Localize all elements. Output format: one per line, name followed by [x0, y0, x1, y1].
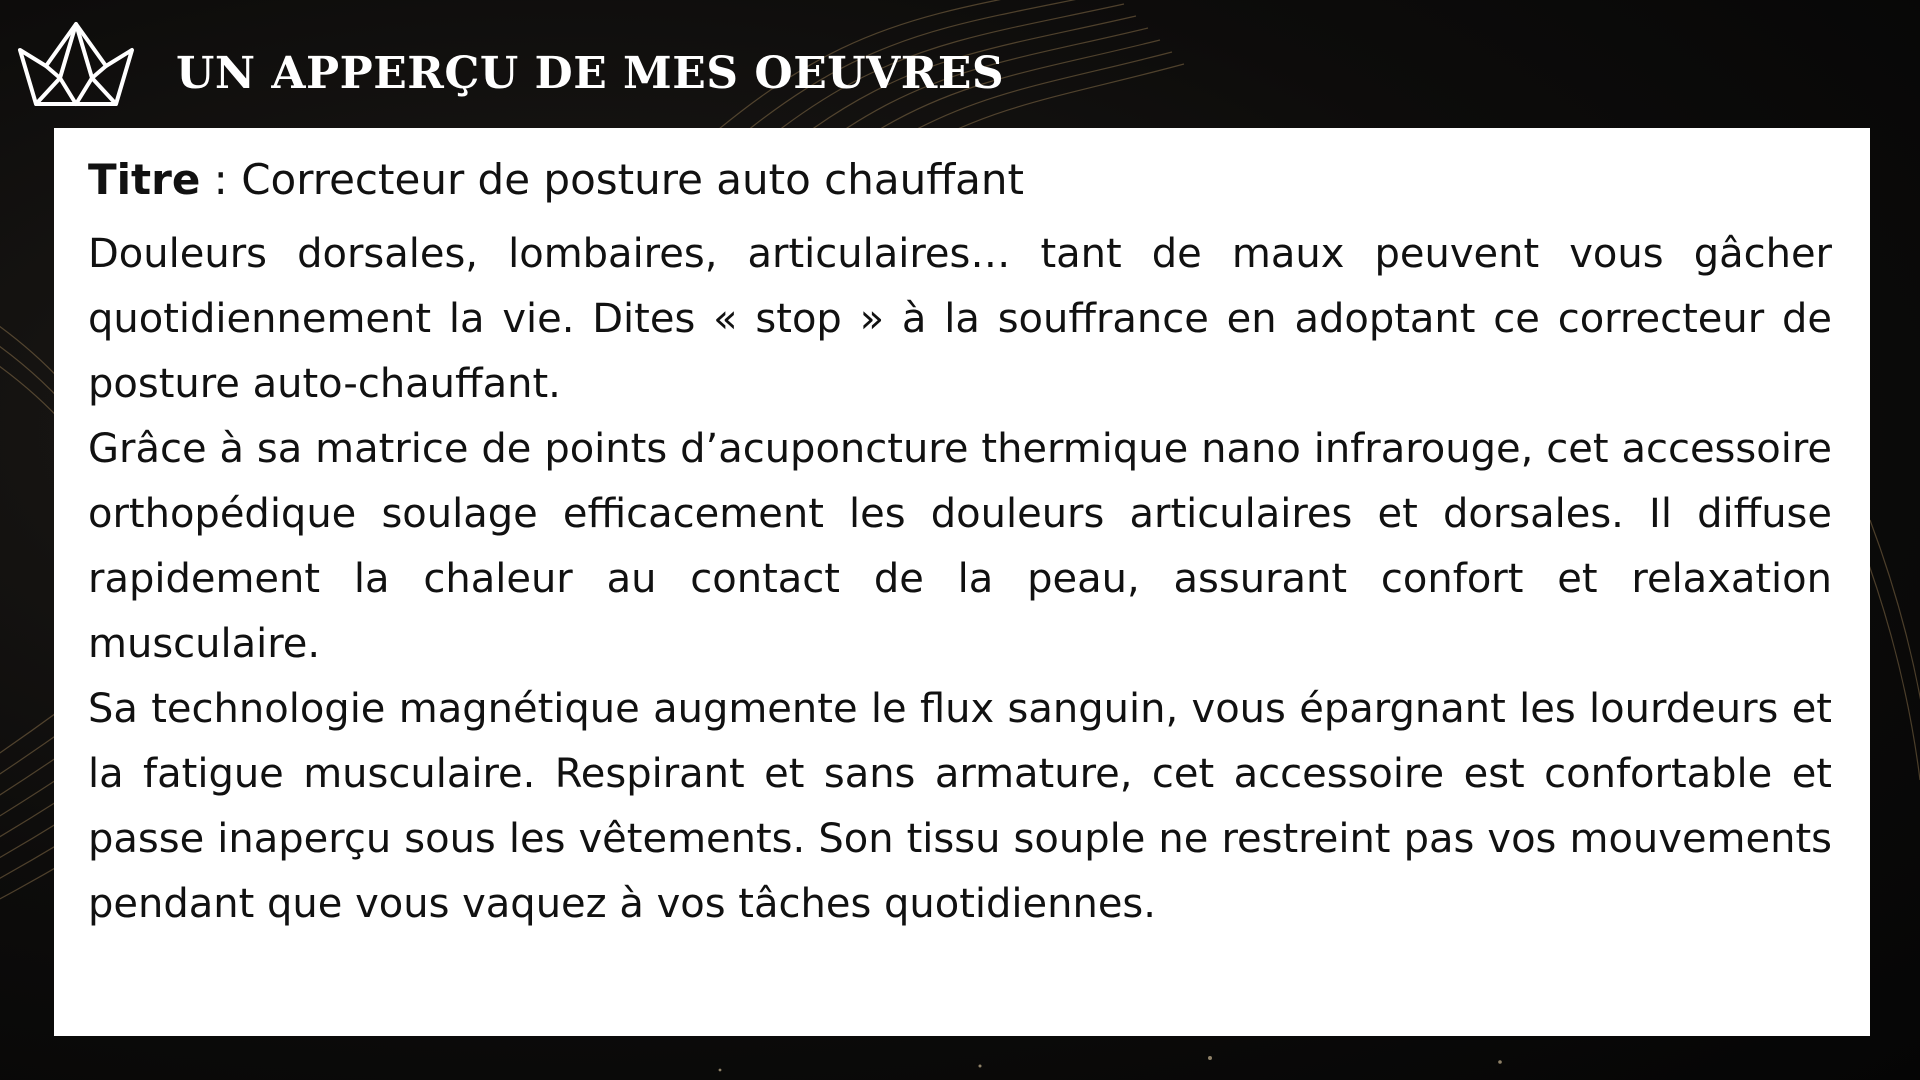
- crown-logo-icon: [16, 20, 136, 110]
- title-label: Titre: [88, 155, 201, 204]
- title-value: Correcteur de posture auto chauffant: [241, 155, 1024, 204]
- title-separator: :: [200, 155, 242, 204]
- content-card: [54, 128, 1870, 1036]
- paragraph-3: Sa technologie magnétique augmente le flux sanguin, vous épargnant les lourdeurs et la fatigue musculaire. Respirant et sans armature, cet accessoire est confortable et passe inaperçu sous les vêtements. Son tissu souple ne restreint pas vos mouvements pendant que vous vaquez à vos tâches quotidiennes.: [88, 686, 1832, 927]
- page-title: UN APPERÇU DE MES OEUVRES: [176, 48, 1005, 99]
- paragraph-1: Douleurs dorsales, lombaires, articulaires… tant de maux peuvent vous gâcher quotidiennement la vie. Dites « stop » à la souffrance en adoptant ce correcteur de posture auto-chauffant.: [88, 231, 1832, 407]
- product-title-line: [88, 150, 1832, 210]
- paragraph-2: Grâce à sa matrice de points d’acuponcture thermique nano infrarouge, cet accessoire orthopédique soulage efficacement les douleurs articulaires et dorsales. Il diffuse rapidement la chaleur au contact de la peau, assurant confort et relaxation musculaire.: [88, 426, 1832, 667]
